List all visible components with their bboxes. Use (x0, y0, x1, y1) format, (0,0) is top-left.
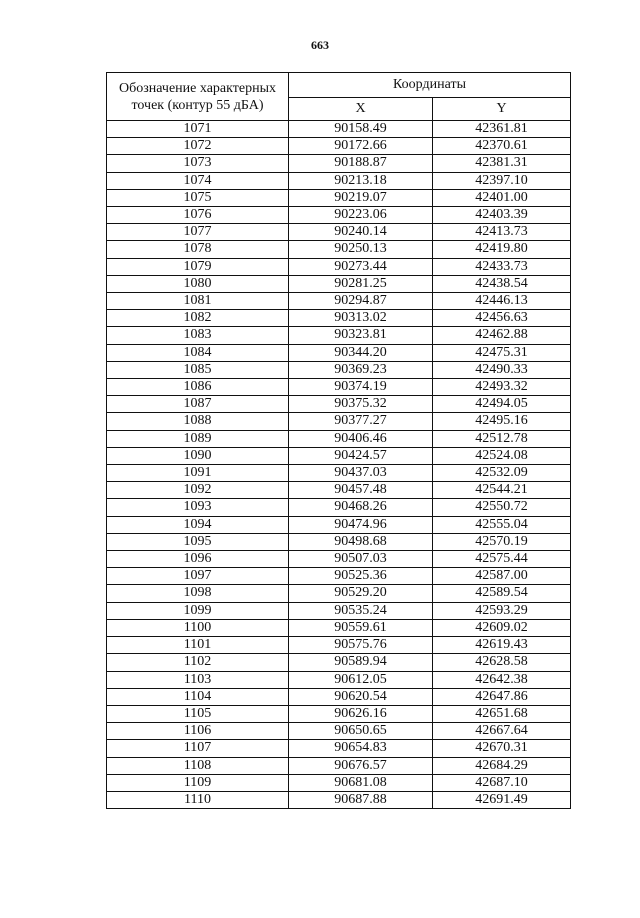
table-row (107, 224, 571, 241)
point-id-cell: 1091 (107, 465, 289, 482)
x-coordinate-cell: 90589.94 (289, 654, 433, 671)
x-coordinate-cell: 90250.13 (289, 241, 433, 258)
table-row (107, 430, 571, 447)
point-id-cell: 1100 (107, 619, 289, 636)
point-id-cell: 1096 (107, 551, 289, 568)
table-row (107, 327, 571, 344)
point-id-cell: 1107 (107, 740, 289, 757)
x-coordinate-cell: 90676.57 (289, 757, 433, 774)
x-coordinate-cell: 90188.87 (289, 155, 433, 172)
x-coordinate-cell: 90240.14 (289, 224, 433, 241)
point-id-cell: 1082 (107, 310, 289, 327)
point-id-cell: 1105 (107, 705, 289, 722)
y-coordinate-cell: 42587.00 (433, 568, 571, 585)
header-coordinates: Координаты (289, 73, 571, 98)
table-header (107, 73, 571, 121)
point-id-cell: 1092 (107, 482, 289, 499)
point-id-cell: 1106 (107, 723, 289, 740)
x-coordinate-cell: 90374.19 (289, 379, 433, 396)
point-id-cell: 1088 (107, 413, 289, 430)
table-row (107, 533, 571, 550)
x-coordinate-cell: 90172.66 (289, 138, 433, 155)
point-id-cell: 1087 (107, 396, 289, 413)
y-coordinate-cell: 42494.05 (433, 396, 571, 413)
y-coordinate-cell: 42512.78 (433, 430, 571, 447)
x-coordinate-cell: 90650.65 (289, 723, 433, 740)
table-row (107, 637, 571, 654)
y-coordinate-cell: 42438.54 (433, 275, 571, 292)
y-coordinate-cell: 42684.29 (433, 757, 571, 774)
table-row (107, 465, 571, 482)
table-row (107, 499, 571, 516)
point-id-cell: 1077 (107, 224, 289, 241)
table-row (107, 740, 571, 757)
point-id-cell: 1075 (107, 189, 289, 206)
x-coordinate-cell: 90158.49 (289, 121, 433, 138)
y-coordinate-cell: 42433.73 (433, 258, 571, 275)
x-coordinate-cell: 90468.26 (289, 499, 433, 516)
table-row (107, 207, 571, 224)
point-id-cell: 1078 (107, 241, 289, 258)
y-coordinate-cell: 42401.00 (433, 189, 571, 206)
point-id-cell: 1093 (107, 499, 289, 516)
y-coordinate-cell: 42609.02 (433, 619, 571, 636)
x-coordinate-cell: 90498.68 (289, 533, 433, 550)
y-coordinate-cell: 42593.29 (433, 602, 571, 619)
point-id-cell: 1103 (107, 671, 289, 688)
header-point-designation: Обозначение характерных точек (контур 55 дБА) (107, 73, 289, 121)
x-coordinate-cell: 90213.18 (289, 172, 433, 189)
table-row (107, 705, 571, 722)
table-row (107, 344, 571, 361)
x-coordinate-cell: 90219.07 (289, 189, 433, 206)
table-row (107, 688, 571, 705)
table-row (107, 121, 571, 138)
point-id-cell: 1073 (107, 155, 289, 172)
table-row (107, 293, 571, 310)
y-coordinate-cell: 42490.33 (433, 361, 571, 378)
x-coordinate-cell: 90281.25 (289, 275, 433, 292)
table-row (107, 671, 571, 688)
point-id-cell: 1090 (107, 447, 289, 464)
y-coordinate-cell: 42475.31 (433, 344, 571, 361)
point-id-cell: 1083 (107, 327, 289, 344)
x-coordinate-cell: 90323.81 (289, 327, 433, 344)
point-id-cell: 1071 (107, 121, 289, 138)
table-row (107, 155, 571, 172)
y-coordinate-cell: 42419.80 (433, 241, 571, 258)
table-row (107, 791, 571, 808)
y-coordinate-cell: 42555.04 (433, 516, 571, 533)
x-coordinate-cell: 90654.83 (289, 740, 433, 757)
header-x: X (289, 98, 433, 121)
table-row (107, 361, 571, 378)
y-coordinate-cell: 42647.86 (433, 688, 571, 705)
point-id-cell: 1074 (107, 172, 289, 189)
y-coordinate-cell: 42524.08 (433, 447, 571, 464)
table-row (107, 654, 571, 671)
x-coordinate-cell: 90457.48 (289, 482, 433, 499)
header-row-top (107, 73, 571, 98)
table-row (107, 258, 571, 275)
table-row (107, 396, 571, 413)
point-id-cell: 1099 (107, 602, 289, 619)
table-row (107, 413, 571, 430)
point-id-cell: 1081 (107, 293, 289, 310)
point-id-cell: 1095 (107, 533, 289, 550)
table-body (107, 121, 571, 809)
y-coordinate-cell: 42570.19 (433, 533, 571, 550)
x-coordinate-cell: 90273.44 (289, 258, 433, 275)
x-coordinate-cell: 90507.03 (289, 551, 433, 568)
x-coordinate-cell: 90529.20 (289, 585, 433, 602)
page-number: 663 (311, 38, 329, 52)
x-coordinate-cell: 90313.02 (289, 310, 433, 327)
x-coordinate-cell: 90406.46 (289, 430, 433, 447)
table-row (107, 447, 571, 464)
y-coordinate-cell: 42495.16 (433, 413, 571, 430)
point-id-cell: 1072 (107, 138, 289, 155)
table-row (107, 172, 571, 189)
table-row (107, 774, 571, 791)
x-coordinate-cell: 90344.20 (289, 344, 433, 361)
y-coordinate-cell: 42651.68 (433, 705, 571, 722)
y-coordinate-cell: 42642.38 (433, 671, 571, 688)
point-id-cell: 1089 (107, 430, 289, 447)
point-id-cell: 1102 (107, 654, 289, 671)
table-row (107, 189, 571, 206)
table-row (107, 757, 571, 774)
y-coordinate-cell: 42456.63 (433, 310, 571, 327)
x-coordinate-cell: 90612.05 (289, 671, 433, 688)
x-coordinate-cell: 90223.06 (289, 207, 433, 224)
point-id-cell: 1076 (107, 207, 289, 224)
point-id-cell: 1104 (107, 688, 289, 705)
x-coordinate-cell: 90377.27 (289, 413, 433, 430)
y-coordinate-cell: 42493.32 (433, 379, 571, 396)
x-coordinate-cell: 90369.23 (289, 361, 433, 378)
x-coordinate-cell: 90559.61 (289, 619, 433, 636)
y-coordinate-cell: 42532.09 (433, 465, 571, 482)
table-row (107, 568, 571, 585)
point-id-cell: 1080 (107, 275, 289, 292)
x-coordinate-cell: 90424.57 (289, 447, 433, 464)
y-coordinate-cell: 42691.49 (433, 791, 571, 808)
y-coordinate-cell: 42446.13 (433, 293, 571, 310)
y-coordinate-cell: 42397.10 (433, 172, 571, 189)
table-row (107, 516, 571, 533)
y-coordinate-cell: 42361.81 (433, 121, 571, 138)
y-coordinate-cell: 42370.61 (433, 138, 571, 155)
table-row (107, 551, 571, 568)
table-row (107, 310, 571, 327)
point-id-cell: 1079 (107, 258, 289, 275)
y-coordinate-cell: 42589.54 (433, 585, 571, 602)
coordinates-table (106, 72, 571, 809)
point-id-cell: 1108 (107, 757, 289, 774)
y-coordinate-cell: 42381.31 (433, 155, 571, 172)
x-coordinate-cell: 90575.76 (289, 637, 433, 654)
y-coordinate-cell: 42687.10 (433, 774, 571, 791)
y-coordinate-cell: 42403.39 (433, 207, 571, 224)
x-coordinate-cell: 90525.36 (289, 568, 433, 585)
y-coordinate-cell: 42544.21 (433, 482, 571, 499)
y-coordinate-cell: 42550.72 (433, 499, 571, 516)
point-id-cell: 1101 (107, 637, 289, 654)
x-coordinate-cell: 90294.87 (289, 293, 433, 310)
table-row (107, 275, 571, 292)
table-row (107, 723, 571, 740)
point-id-cell: 1098 (107, 585, 289, 602)
table-row (107, 585, 571, 602)
table-row (107, 619, 571, 636)
y-coordinate-cell: 42628.58 (433, 654, 571, 671)
y-coordinate-cell: 42575.44 (433, 551, 571, 568)
point-id-cell: 1110 (107, 791, 289, 808)
y-coordinate-cell: 42413.73 (433, 224, 571, 241)
x-coordinate-cell: 90687.88 (289, 791, 433, 808)
x-coordinate-cell: 90681.08 (289, 774, 433, 791)
header-y: Y (433, 98, 571, 121)
point-id-cell: 1084 (107, 344, 289, 361)
point-id-cell: 1109 (107, 774, 289, 791)
point-id-cell: 1094 (107, 516, 289, 533)
point-id-cell: 1097 (107, 568, 289, 585)
table-row (107, 138, 571, 155)
x-coordinate-cell: 90626.16 (289, 705, 433, 722)
table-row (107, 602, 571, 619)
x-coordinate-cell: 90620.54 (289, 688, 433, 705)
y-coordinate-cell: 42670.31 (433, 740, 571, 757)
x-coordinate-cell: 90375.32 (289, 396, 433, 413)
table-row (107, 241, 571, 258)
y-coordinate-cell: 42619.43 (433, 637, 571, 654)
y-coordinate-cell: 42667.64 (433, 723, 571, 740)
point-id-cell: 1085 (107, 361, 289, 378)
point-id-cell: 1086 (107, 379, 289, 396)
x-coordinate-cell: 90535.24 (289, 602, 433, 619)
table-row (107, 482, 571, 499)
x-coordinate-cell: 90474.96 (289, 516, 433, 533)
x-coordinate-cell: 90437.03 (289, 465, 433, 482)
table-row (107, 379, 571, 396)
y-coordinate-cell: 42462.88 (433, 327, 571, 344)
